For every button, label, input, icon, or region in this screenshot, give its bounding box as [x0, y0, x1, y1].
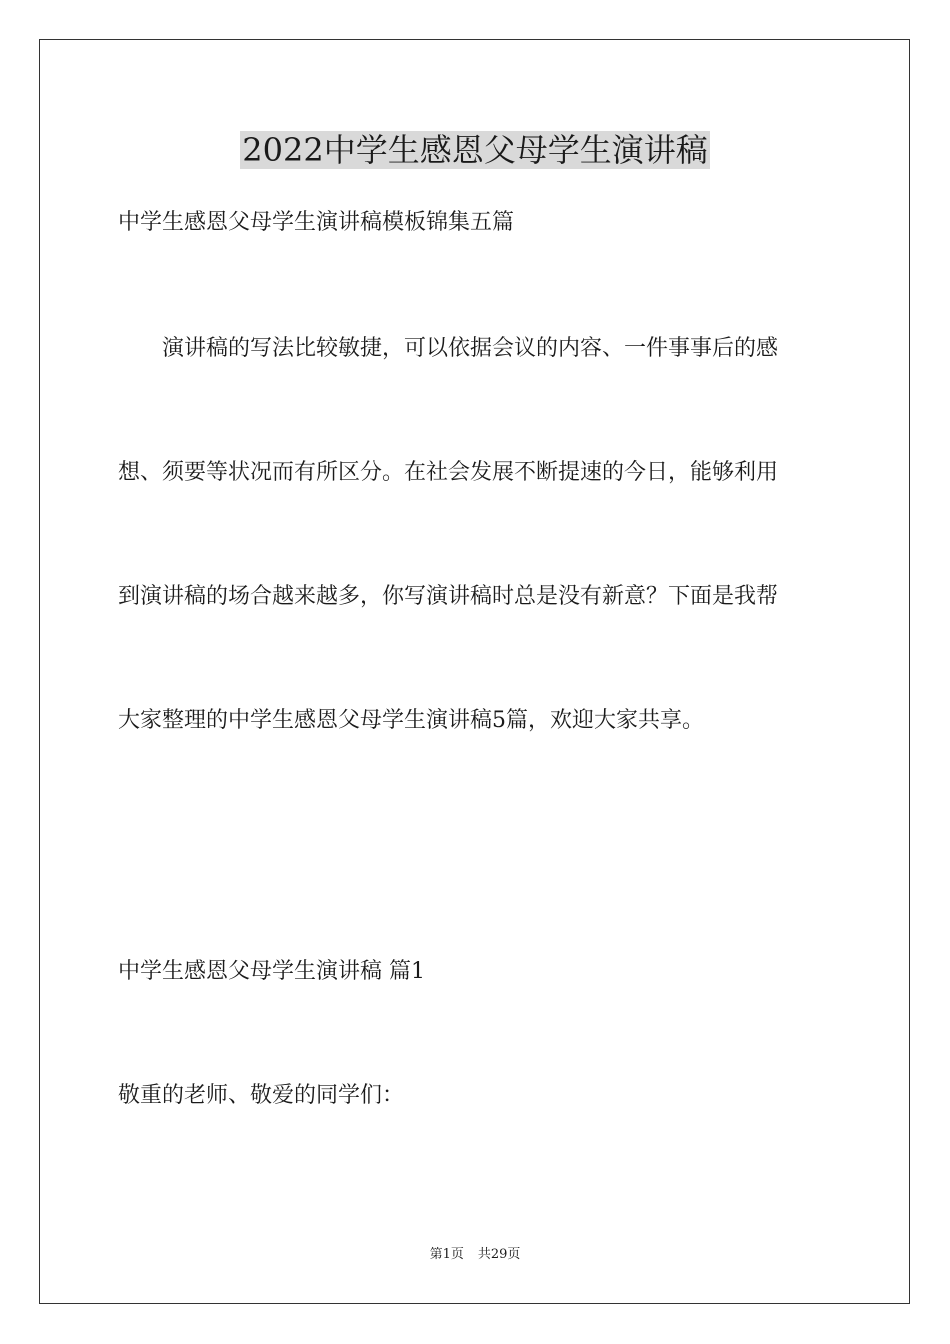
page-footer [0, 1246, 950, 1264]
section-heading: 中学生感恩父母学生演讲稿 篇1 [118, 959, 425, 984]
document-title [0, 128, 950, 172]
page-total: 共29页 [477, 1247, 521, 1262]
greeting-line: 敬重的老师、敬爱的同学们： [118, 1083, 405, 1108]
intro-line-4: 大家整理的中学生感恩父母学生演讲稿5篇，欢迎大家共享。 [118, 708, 704, 733]
document-subtitle: 中学生感恩父母学生演讲稿模板锦集五篇 [118, 210, 515, 235]
intro-line-3: 到演讲稿的场合越来越多，你写演讲稿时总是没有新意？下面是我帮 [118, 584, 779, 609]
document-title-text: 2022中学生感恩父母学生演讲稿 [242, 131, 708, 169]
intro-line-2: 想、须要等状况而有所区分。在社会发展不断提速的今日，能够利用 [118, 460, 779, 485]
intro-line-1: 演讲稿的写法比较敏捷，可以依据会议的内容、一件事事后的感 [162, 336, 779, 361]
page-current: 第1页 [429, 1247, 464, 1262]
